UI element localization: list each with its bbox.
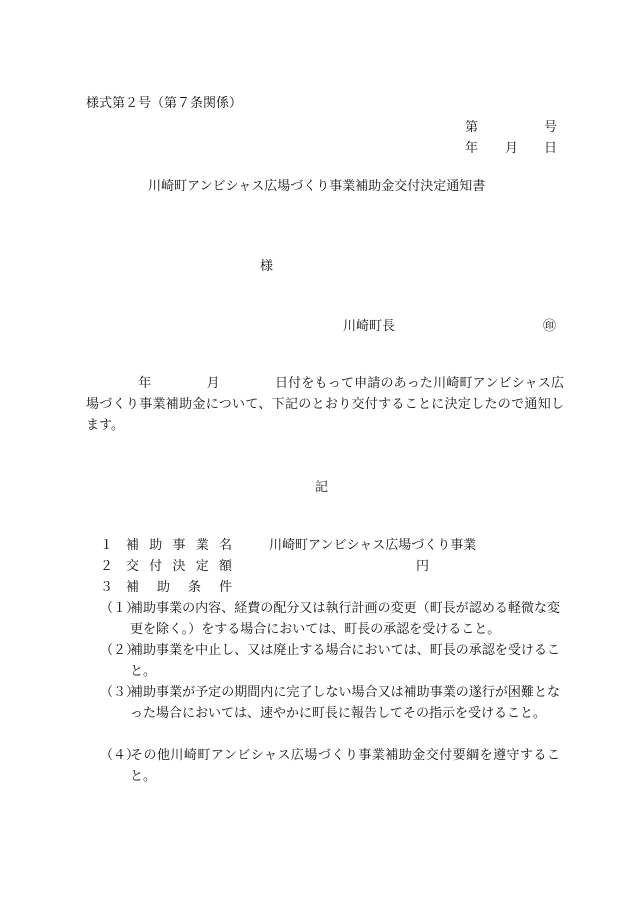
item-1-number: １: [100, 538, 114, 553]
condition-3-number: （３）: [100, 685, 140, 700]
body-month: 月: [206, 376, 220, 391]
addressee-honorific: 様: [260, 259, 274, 274]
condition-1: [100, 598, 560, 640]
doc-date-day: 日: [544, 141, 558, 156]
item-2-number: ２: [100, 559, 114, 574]
condition-4-number: （４）: [100, 748, 140, 763]
condition-2-text: 補助事業を中止し、又は廃止する場合においては、町長の承認を受けること。: [130, 643, 560, 679]
item-1-value: 川崎町アンビシャス広場づくり事業: [269, 538, 477, 553]
body-text: 日付をもって申請のあった川崎町アンビシャス広場づくり事業補助金について、下記のとおり交付することに決定したので通知します。: [86, 376, 564, 433]
item-3-label: 補助条件: [126, 580, 232, 595]
body-paragraph: [86, 373, 564, 436]
body-year: 年: [138, 376, 152, 391]
condition-4-text: その他川崎町アンビシャス広場づくり事業補助金交付要綱を遵守すること。: [130, 748, 560, 784]
condition-4: [100, 745, 560, 787]
item-2-value: 円: [416, 559, 430, 574]
condition-1-text: 補助事業の内容、経費の配分又は執行計画の変更（町長が認める軽微な変更を除く。）をする場合においては、町長の承認を受けること。: [130, 601, 560, 637]
issuer-name: 川崎町長: [343, 319, 396, 334]
condition-2-number: （２）: [100, 643, 140, 658]
doc-date-month: 月: [505, 141, 519, 156]
item-2-label: 交付決定額: [126, 559, 232, 574]
item-1-label: 補助事業名: [126, 538, 232, 553]
doc-number-suffix: 号: [544, 120, 558, 135]
ki-heading: 記: [315, 480, 329, 495]
doc-date-year: 年: [465, 141, 479, 156]
doc-number-prefix: 第: [465, 120, 479, 135]
seal-mark: ㊞: [543, 319, 557, 334]
condition-3: [100, 682, 560, 724]
item-3-number: ３: [100, 580, 114, 595]
condition-2: [100, 640, 560, 682]
condition-1-number: （１）: [100, 601, 140, 616]
condition-3-text: 補助事業が予定の期間内に完了しない場合又は補助事業の遂行が困難となった場合においては、速やかに町長に報告してその指示を受けること。: [130, 685, 560, 721]
document-title: 川崎町アンビシャス広場づくり事業補助金交付決定通知書: [148, 179, 486, 194]
form-label: 様式第２号（第７条関係）: [86, 96, 243, 111]
